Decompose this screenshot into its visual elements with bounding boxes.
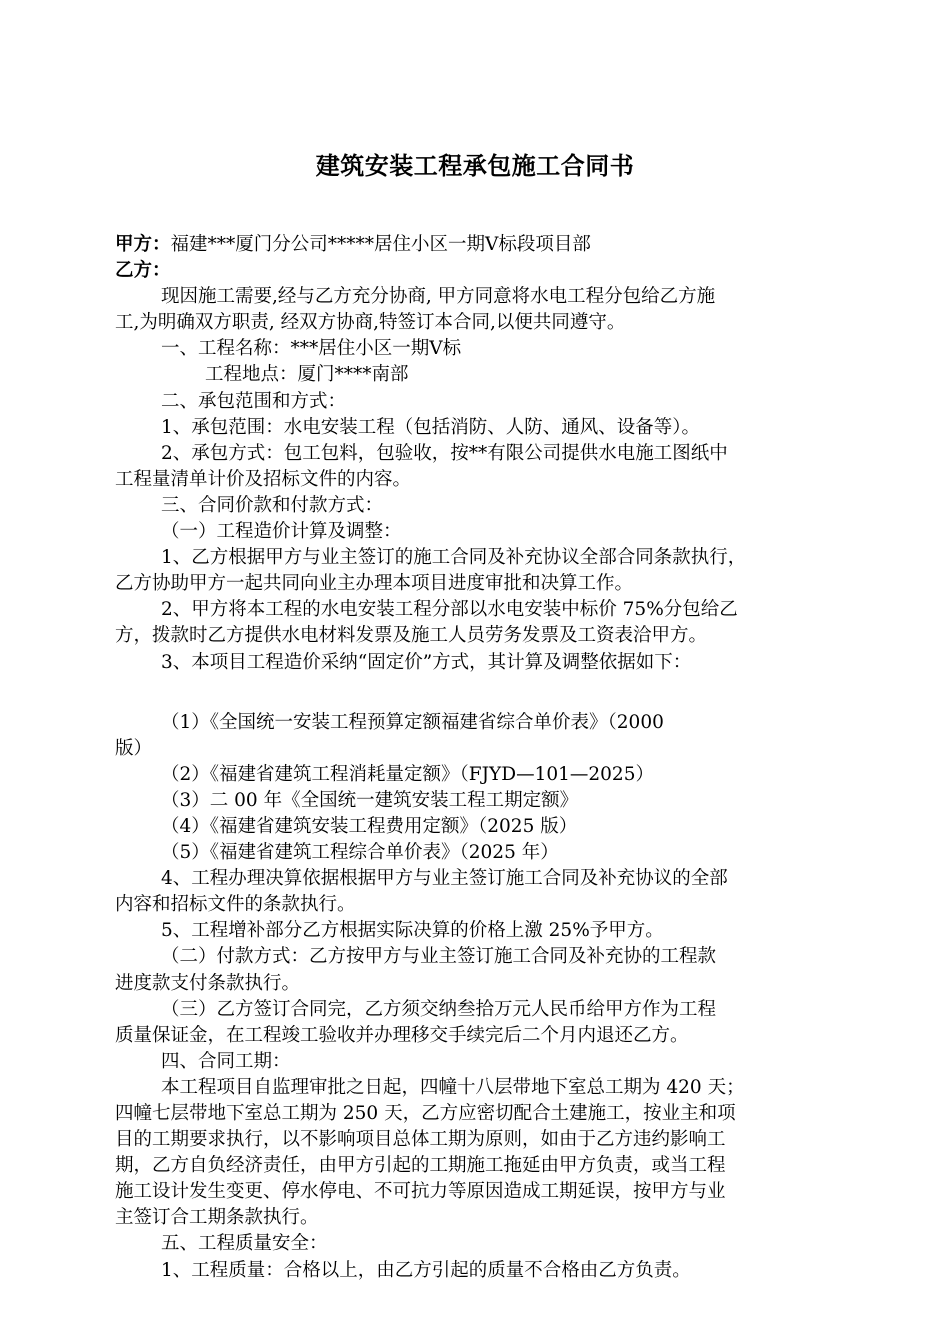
party-a-value: 福建***厦门分公司*****居住小区一期Ⅴ标段项目部 [170, 234, 591, 255]
text-line: 五、工程质量安全： [161, 1233, 328, 1255]
text-line: 期，乙方自负经济责任，由甲方引起的工期施工拖延由甲方负责，或当工程 [115, 1155, 726, 1177]
text-line: 乙方协助甲方一起共同向业主办理本项目进度审批和决算工作。 [115, 573, 634, 595]
text-line: 目的工期要求执行，以不影响项目总体工期为原则，如由于乙方违约影响工 [115, 1129, 726, 1151]
text-line: （4）《福建省建筑安装工程费用定额》（2025 版） [161, 815, 578, 837]
text-line: 方，拨款时乙方提供水电材料发票及施工人员劳务发票及工资表洽甲方。 [115, 625, 708, 647]
party-b-label: 乙方： [115, 260, 171, 282]
text-line: 1、承包范围：水电安装工程（包括消防、人防、通风、设备等）。 [161, 416, 701, 438]
party-b-line [115, 258, 855, 284]
document-title: 建筑安装工程承包施工合同书 [315, 152, 635, 180]
text-line: （3）二 00 年《全国统一建筑安装工程工期定额》 [161, 789, 579, 811]
text-line: 内容和招标文件的条款执行。 [115, 894, 356, 916]
text-line: 工程地点：厦门****南部 [205, 364, 409, 386]
text-line: 1、工程质量：合格以上，由乙方引起的质量不合格由乙方负责。 [161, 1259, 691, 1281]
text-line: 二、承包范围和方式： [161, 390, 347, 412]
text-line: 5、工程增补部分乙方根据实际决算的价格上激 25%予甲方。 [161, 920, 664, 942]
text-line: 3、本项目工程造价采纳“固定价”方式，其计算及调整依据如下： [161, 651, 692, 673]
text-line: 四幢七层带地下室总工期为 250 天，乙方应密切配合土建施工，按业主和项 [115, 1103, 736, 1124]
text-line: 2、承包方式：包工包料，包验收，按**有限公司提供水电施工图纸中 [161, 442, 728, 464]
party-a-line [115, 232, 855, 258]
text-line: （三）乙方签订合同完，乙方须交纳叁拾万元人民币给甲方作为工程 [161, 998, 717, 1020]
text-line: 工程量清单计价及招标文件的内容。 [115, 468, 412, 490]
text-line: 三、合同价款和付款方式： [161, 494, 384, 516]
party-a-label: 甲方： [115, 234, 171, 255]
text-line: 1、乙方根据甲方与业主签订的施工合同及补充协议全部合同条款执行， [161, 547, 747, 569]
text-line: 四、合同工期： [161, 1050, 291, 1072]
text-line: 版） [115, 737, 153, 759]
text-line: 一、工程名称：***居住小区一期Ⅴ标 [161, 338, 462, 360]
text-line: （5）《福建省建筑工程综合单价表》（2025 年） [161, 842, 559, 864]
text-line: （2）《福建省建筑工程消耗量定额》（FJYD—101—2025） [161, 763, 654, 785]
paragraph-gap [115, 676, 855, 710]
text-line: 本工程项目自监理审批之日起，四幢十八层带地下室总工期为 420 天； [161, 1076, 745, 1098]
text-line: （1）《全国统一安装工程预算定额福建省综合单价表》（2000 [161, 711, 664, 733]
text-line: 施工设计发生变更、停水停电、不可抗力等原因造成工期延误，按甲方与业 [115, 1181, 726, 1203]
text-line: 进度款支付条款执行。 [115, 972, 301, 994]
text-line: （二）付款方式：乙方按甲方与业主签订施工合同及补充协的工程款 [161, 946, 717, 968]
text-line: 工,为明确双方职责, 经双方协商,特签订本合同,以便共同遵守。 [115, 312, 626, 334]
text-line: （一）工程造价计算及调整： [161, 521, 402, 543]
text-line: 4、工程办理决算依据根据甲方与业主签订施工合同及补充协议的全部 [161, 868, 728, 890]
text-line: 现因施工需要,经与乙方充分协商, 甲方同意将水电工程分包给乙方施 [161, 286, 716, 308]
text-line: 2、甲方将本工程的水电安装工程分部以水电安装中标价 75%分包给乙 [161, 599, 738, 621]
text-line: 主签订合工期条款执行。 [115, 1207, 319, 1229]
text-line: 质量保证金，在工程竣工验收并办理移交手续完后二个月内退还乙方。 [115, 1024, 689, 1046]
document-body [115, 232, 855, 1284]
contract-text [115, 284, 855, 1283]
